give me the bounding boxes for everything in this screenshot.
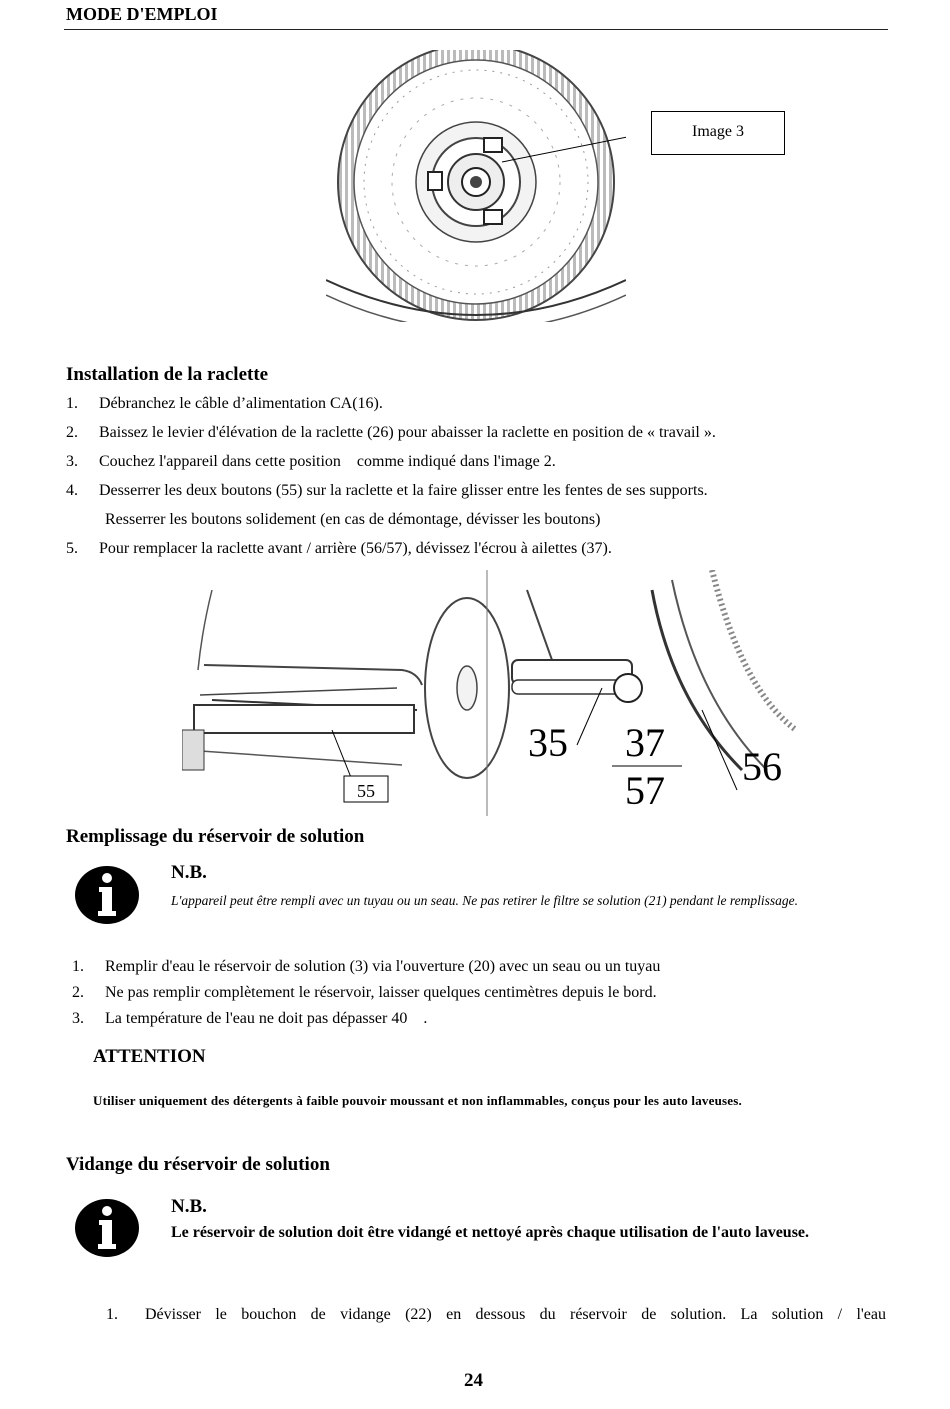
list-item: [106, 1306, 886, 1324]
page-header: MODE D'EMPLOI: [66, 4, 218, 24]
list-text: Dévisser le bouchon de vidange (22) en dessous du réservoir de solution. La solution / l'eau: [145, 1306, 886, 1323]
section-title-vidange: Vidange du réservoir de solution: [66, 1154, 330, 1175]
figure-label: 57: [625, 768, 665, 813]
header-rule: [64, 29, 888, 30]
list-number: 1.: [66, 395, 78, 412]
list-item: [66, 540, 612, 558]
list-item: [66, 453, 556, 471]
list-item: [72, 984, 657, 1002]
list-text: Resserrer les boutons solidement (en cas de démontage, dévisser les boutons): [105, 511, 601, 528]
squeegee-figure: [182, 570, 796, 816]
brush-figure: [326, 50, 626, 322]
list-item: [72, 958, 660, 976]
section-title-remplissage: Remplissage du réservoir de solution: [66, 826, 365, 847]
list-number: 3.: [72, 1010, 84, 1027]
nb-title: N.B.: [171, 1196, 207, 1217]
list-number: 5.: [66, 540, 78, 557]
squeegee-drawing: [182, 570, 796, 816]
list-text: Couchez l'appareil dans cette position comme indiqué dans l'image 2.: [99, 453, 556, 470]
nb-text: L'appareil peut être rempli avec un tuyau ou un seau. Ne pas retirer le filtre se solution (21) pendant le remplissage.: [171, 893, 799, 908]
brush-drawing: [326, 50, 626, 322]
info-icon: [74, 1198, 140, 1258]
list-number: 3.: [66, 453, 78, 470]
list-item: [66, 511, 600, 529]
list-item: [66, 424, 716, 442]
list-item: [66, 482, 708, 500]
list-text: Pour remplacer la raclette avant / arrière (56/57), dévissez l'écrou à ailettes (37).: [99, 540, 612, 557]
image-callout: Image 3: [651, 111, 785, 155]
list-number: 2.: [66, 424, 78, 441]
list-text: Remplir d'eau le réservoir de solution (3) via l'ouverture (20) avec un seau ou un tuyau: [105, 958, 661, 975]
list-text: Baissez le levier d'élévation de la raclette (26) pour abaisser la raclette en position de « travail ».: [99, 424, 716, 441]
page-number: 24: [464, 1370, 483, 1391]
nb-text: Le réservoir de solution doit être vidangé et nettoyé après chaque utilisation de l'auto laveuse.: [171, 1224, 810, 1241]
list-number: 2.: [72, 984, 84, 1001]
list-item: [66, 395, 383, 413]
figure-label: 55: [357, 781, 375, 801]
list-text: Ne pas remplir complètement le réservoir, laisser quelques centimètres depuis le bord.: [105, 984, 657, 1001]
list-text: Desserrer les deux boutons (55) sur la raclette et la faire glisser entre les fentes de ses supports.: [99, 482, 708, 499]
list-text: La température de l'eau ne doit pas dépasser 40 .: [105, 1010, 428, 1027]
figure-label: 37: [625, 720, 665, 765]
figure-label: 56: [742, 744, 782, 789]
list-item: [72, 1010, 427, 1028]
list-number: 1.: [106, 1306, 118, 1323]
info-icon: [74, 865, 140, 925]
figure-label: 35: [528, 720, 568, 765]
section-title-raclette: Installation de la raclette: [66, 364, 269, 385]
list-text: Débranchez le câble d’alimentation CA(16).: [99, 395, 383, 412]
attention-title: ATTENTION: [93, 1046, 206, 1067]
list-number: 4.: [66, 482, 78, 499]
attention-text: Utiliser uniquement des détergents à faible pouvoir moussant et non inflammables, conçus pour les auto laveuses.: [93, 1093, 742, 1108]
nb-title: N.B.: [171, 862, 207, 883]
list-number: 1.: [72, 958, 84, 975]
